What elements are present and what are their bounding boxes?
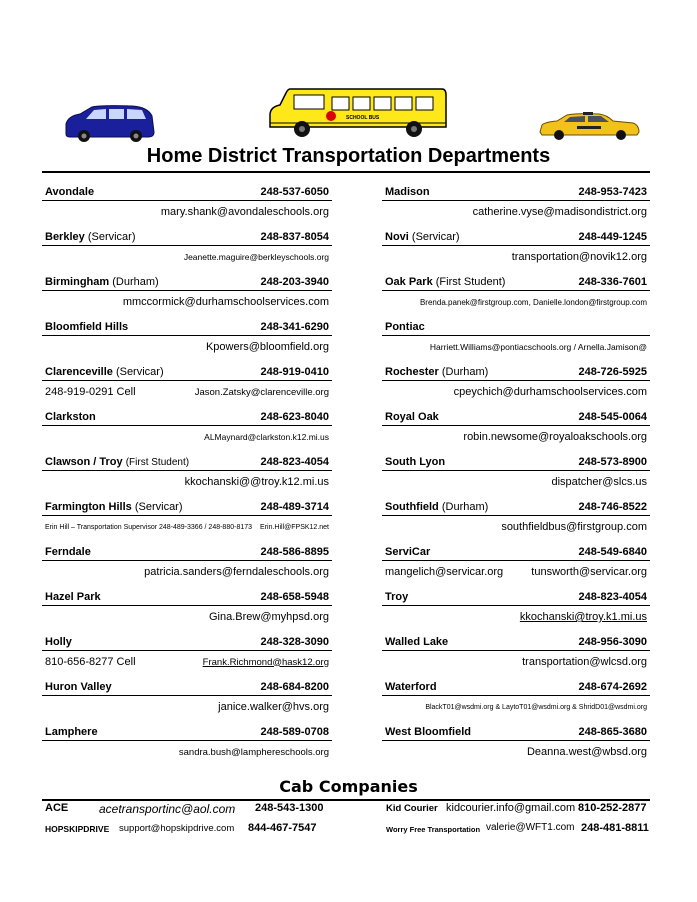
district-email[interactable]: tunsworth@servicar.org bbox=[531, 566, 647, 578]
district-name: Rochester bbox=[385, 365, 439, 378]
district-email[interactable]: Jeanette.maguire@berkleyschools.org bbox=[183, 252, 329, 262]
district-phone: 248-684-8200 bbox=[260, 680, 329, 693]
district-entry bbox=[382, 363, 650, 408]
district-name: Novi bbox=[385, 230, 409, 243]
district-email[interactable]: patricia.sanders@ferndaleschools.org bbox=[144, 566, 329, 578]
district-provider: (Servicar) bbox=[115, 365, 164, 378]
district-name: Huron Valley bbox=[45, 680, 112, 693]
district-provider: (Durham) bbox=[112, 275, 159, 288]
district-provider: (Durham) bbox=[441, 500, 489, 513]
district-entry bbox=[42, 723, 332, 768]
cab-phone: 844-467-7547 bbox=[248, 822, 317, 834]
district-name: Oak Park bbox=[385, 275, 433, 288]
district-phone: 248-953-7423 bbox=[578, 185, 647, 198]
district-entry bbox=[42, 543, 332, 588]
district-phone: 248-919-0410 bbox=[260, 365, 329, 378]
cab-email[interactable]: valerie@WFT1.com bbox=[486, 822, 575, 833]
district-provider: (Servicar) bbox=[134, 500, 183, 513]
district-email[interactable]: ALMaynard@clarkston.k12.mi.us bbox=[204, 432, 329, 442]
left-district-column bbox=[42, 183, 332, 768]
vehicle-illustrations bbox=[0, 0, 697, 145]
district-email[interactable]: mary.shank@avondaleschools.org bbox=[160, 206, 329, 218]
district-phone: 248-837-8054 bbox=[260, 230, 329, 243]
district-entry bbox=[382, 543, 650, 588]
district-name: West Bloomfield bbox=[385, 725, 471, 738]
district-phone: 248-203-3940 bbox=[260, 275, 329, 288]
district-name: Bloomfield Hills bbox=[45, 320, 129, 333]
district-name: Clarenceville bbox=[45, 365, 113, 378]
school-bus-icon bbox=[266, 85, 448, 139]
district-entry bbox=[42, 318, 332, 363]
cab-email[interactable]: acetransportinc@aol.com bbox=[99, 802, 236, 816]
district-email[interactable]: dispatcher@slcs.us bbox=[551, 476, 647, 488]
district-cell: 248-919-0291 Cell bbox=[45, 386, 136, 398]
title-divider bbox=[42, 171, 650, 173]
district-phone: 248-549-6840 bbox=[578, 545, 647, 558]
cab-email[interactable]: support@hopskipdrive.com bbox=[119, 823, 235, 834]
district-name: Lamphere bbox=[45, 725, 98, 738]
cab-ace bbox=[45, 802, 68, 814]
cab-divider bbox=[42, 799, 650, 801]
district-name: Holly bbox=[45, 635, 72, 648]
district-phone: 248-449-1245 bbox=[578, 230, 647, 243]
district-email[interactable]: Kpowers@bloomfield.org bbox=[205, 341, 329, 353]
district-phone: 248-589-0708 bbox=[260, 725, 329, 738]
district-entry bbox=[382, 273, 650, 318]
district-entry bbox=[382, 453, 650, 498]
cab-companies-heading: Cab Companies bbox=[279, 777, 418, 796]
district-provider: (Servicar) bbox=[411, 230, 460, 243]
district-email[interactable]: transportation@wlcsd.org bbox=[522, 656, 647, 668]
page-title: Home District Transportation Departments bbox=[146, 145, 551, 167]
cab-name: Kid Courier bbox=[386, 803, 438, 814]
district-phone: 248-341-6290 bbox=[260, 320, 329, 333]
cab-phone: 248-481-8811 bbox=[581, 822, 649, 834]
district-phone: 248-658-5948 bbox=[260, 590, 329, 603]
district-entry bbox=[42, 408, 332, 453]
cab-name: HOPSKIPDRIVE bbox=[45, 824, 110, 834]
district-email[interactable]: mmccormick@durhamschoolservices.com bbox=[122, 296, 329, 308]
district-entry bbox=[42, 588, 332, 633]
district-name: Hazel Park bbox=[45, 590, 101, 603]
district-email[interactable]: BlackT01@wsdmi.org & LaytoT01@wsdmi.org & ShridD01@wsdmi.org bbox=[425, 703, 647, 711]
district-phone: 248-537-6050 bbox=[260, 185, 329, 198]
district-name: ServiCar bbox=[385, 545, 431, 558]
district-entry bbox=[42, 633, 332, 678]
district-name: Clawson / Troy bbox=[45, 455, 123, 468]
district-email[interactable]: Brenda.panek@firstgroup.com, Danielle.london@firstgroup.com bbox=[419, 297, 647, 307]
district-entry bbox=[382, 588, 650, 633]
district-name: Troy bbox=[385, 590, 409, 603]
district-phone: 248-823-4054 bbox=[260, 455, 329, 468]
district-entry bbox=[42, 498, 332, 543]
district-provider: (First Student) bbox=[435, 275, 506, 288]
district-phone: 248-746-8522 bbox=[578, 500, 647, 513]
district-entry bbox=[382, 408, 650, 453]
district-provider: (Durham) bbox=[441, 365, 489, 378]
district-entry bbox=[382, 678, 650, 723]
district-entry bbox=[42, 228, 332, 273]
cab-name: ACE bbox=[45, 802, 69, 814]
district-phone: 248-865-3680 bbox=[578, 725, 647, 738]
district-name: Avondale bbox=[45, 185, 95, 198]
district-phone: 248-956-3090 bbox=[578, 635, 647, 648]
district-entry bbox=[382, 633, 650, 678]
district-email[interactable]: southfieldbus@firstgroup.com bbox=[501, 521, 647, 533]
district-name: Southfield bbox=[385, 500, 439, 513]
district-entry bbox=[382, 498, 650, 543]
district-email[interactable]: Deanna.west@wbsd.org bbox=[526, 746, 647, 758]
district-name: Madison bbox=[385, 185, 430, 198]
minivan-icon bbox=[62, 104, 157, 144]
cab-email[interactable]: kidcourier.info@gmail.com bbox=[446, 802, 576, 814]
cab-name: Worry Free Transportation bbox=[386, 825, 481, 834]
district-phone: 248-573-8900 bbox=[578, 455, 647, 468]
district-cell: 810-656-8277 Cell bbox=[45, 656, 136, 668]
district-email[interactable]: Jason.Zatsky@clarenceville.org bbox=[194, 386, 329, 398]
district-phone: 248-545-0064 bbox=[578, 410, 647, 423]
district-name: South Lyon bbox=[385, 455, 446, 468]
district-name: Farmington Hills bbox=[45, 500, 132, 513]
district-name: Walled Lake bbox=[385, 635, 449, 648]
district-entry bbox=[42, 453, 332, 498]
district-entry bbox=[382, 183, 650, 228]
district-entry bbox=[42, 678, 332, 723]
district-name: Berkley bbox=[45, 230, 85, 243]
district-email[interactable]: cpeychich@durhamschoolservices.com bbox=[453, 386, 647, 398]
district-phone: 248-674-2692 bbox=[578, 680, 647, 693]
taxi-icon bbox=[537, 112, 643, 140]
district-email[interactable]: kkochanski@troy.k1.mi.us bbox=[519, 611, 647, 623]
district-email[interactable]: sandra.bush@lamphereschools.org bbox=[178, 746, 329, 758]
district-name: Pontiac bbox=[385, 320, 425, 333]
district-email[interactable]: Frank.Richmond@hask12.org bbox=[202, 656, 329, 668]
district-name: Waterford bbox=[385, 680, 437, 693]
district-phone: 248-336-7601 bbox=[578, 275, 647, 288]
district-name: Ferndale bbox=[45, 545, 91, 558]
district-email[interactable]: mangelich@servicar.org bbox=[385, 566, 504, 578]
cab-phone: 810-252-2877 bbox=[578, 802, 647, 814]
district-provider: (First Student) bbox=[125, 456, 190, 468]
district-email[interactable]: Harriett.Williams@pontiacschools.org / Arnella.Jamison@ bbox=[429, 342, 647, 352]
district-email[interactable]: catherine.vyse@madisondistrict.org bbox=[472, 206, 647, 218]
bus-sign-text: SCHOOL BUS bbox=[346, 115, 380, 121]
district-email[interactable]: kkochanski@@troy.k12.mi.us bbox=[184, 476, 329, 488]
district-phone: 248-489-3714 bbox=[260, 500, 329, 513]
right-district-column bbox=[382, 183, 650, 768]
district-entry bbox=[382, 228, 650, 273]
district-phone: 248-823-4054 bbox=[578, 590, 647, 603]
district-entry bbox=[382, 318, 650, 363]
cab-phone: 248-543-1300 bbox=[255, 802, 324, 814]
district-email[interactable]: transportation@novik12.org bbox=[511, 251, 647, 263]
district-phone: 248-328-3090 bbox=[260, 635, 329, 648]
district-provider: (Servicar) bbox=[87, 230, 136, 243]
district-name: Clarkston bbox=[45, 410, 96, 423]
district-phone: 248-623-8040 bbox=[260, 410, 329, 423]
district-entry bbox=[382, 723, 650, 768]
district-email[interactable]: janice.walker@hvs.org bbox=[218, 701, 329, 713]
district-email[interactable]: robin.newsome@royaloakschools.org bbox=[463, 431, 647, 443]
district-entry bbox=[42, 183, 332, 228]
district-phone: 248-586-8895 bbox=[260, 545, 329, 558]
district-email[interactable]: Gina.Brew@myhpsd.org bbox=[209, 611, 329, 623]
district-name: Royal Oak bbox=[385, 410, 439, 423]
district-contact: Erin Hill – Transportation Supervisor 248-489-3366 / 248-880-8173 bbox=[45, 523, 253, 531]
district-phone: 248-726-5925 bbox=[578, 365, 647, 378]
district-email[interactable]: Erin.Hill@FPSK12.net bbox=[260, 523, 329, 531]
district-name: Birmingham bbox=[45, 275, 110, 288]
district-entry bbox=[42, 273, 332, 318]
district-entry bbox=[42, 363, 332, 408]
